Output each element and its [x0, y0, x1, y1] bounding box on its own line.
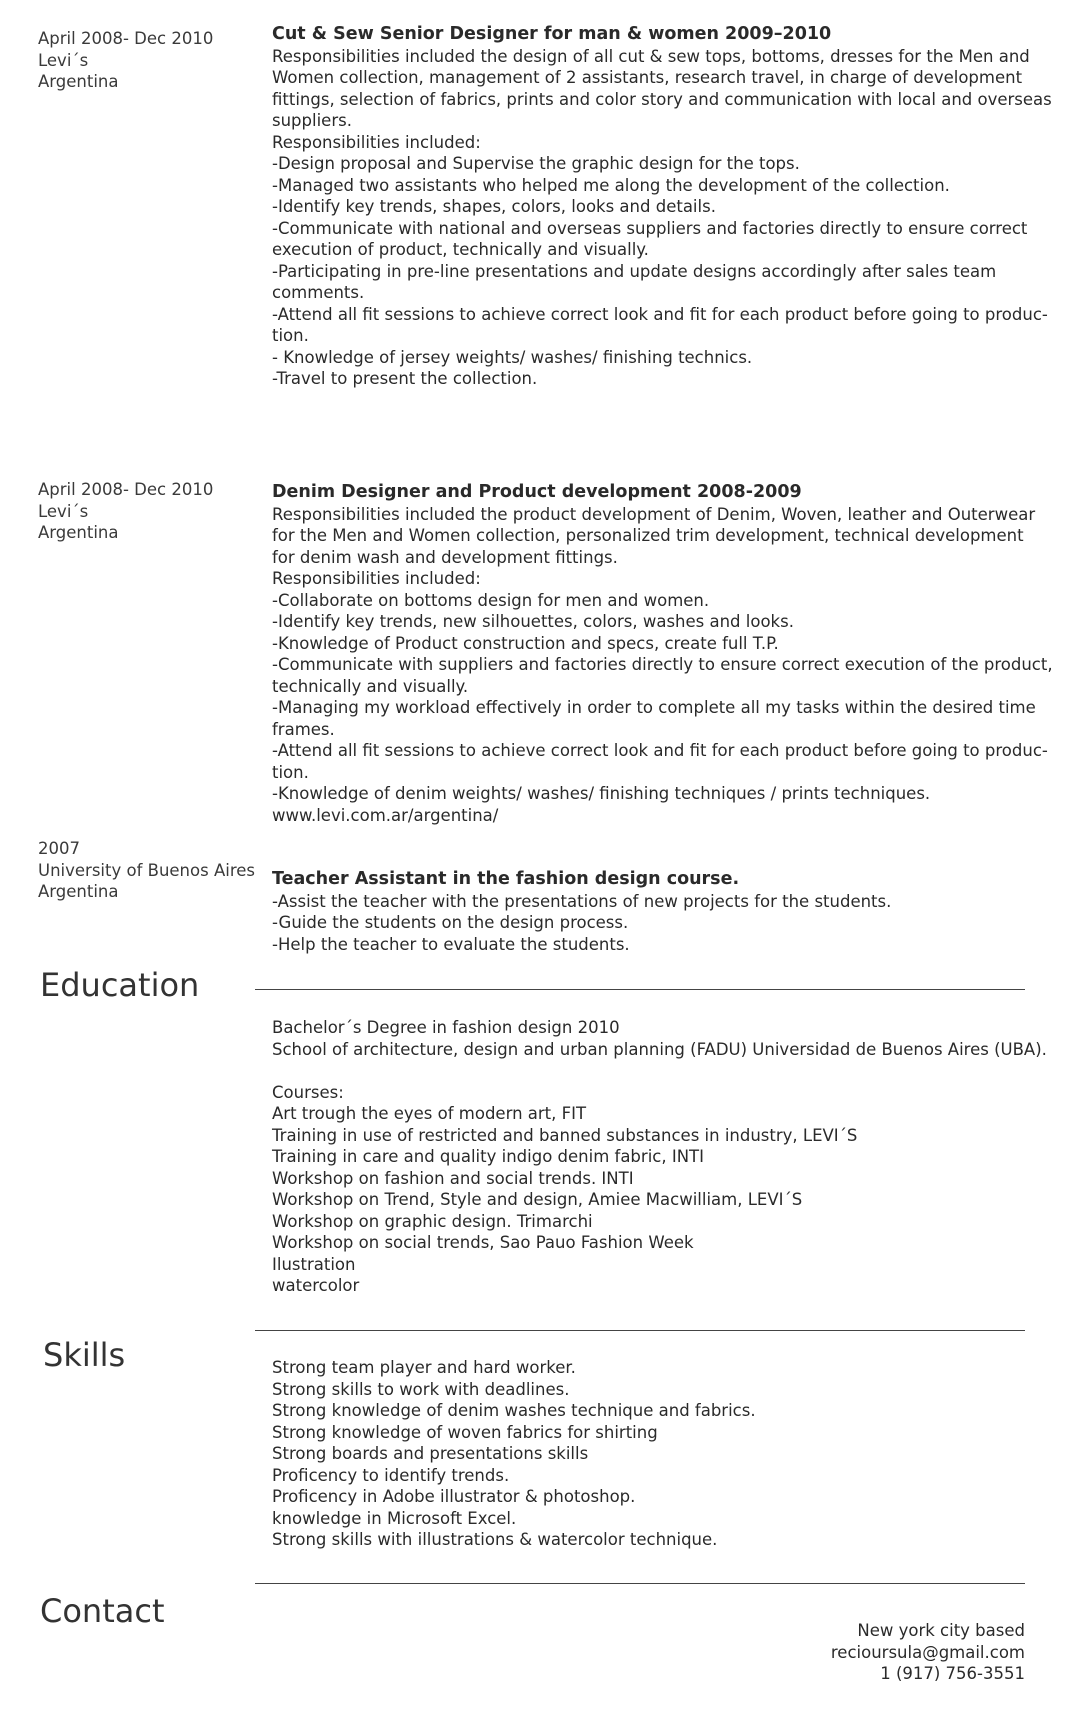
- job-3-meta: [38, 838, 255, 903]
- job-line: -Design proposal and Supervise the graphic design for the tops.: [272, 154, 800, 173]
- job-2-details: [272, 482, 1053, 826]
- course-item: Workshop on fashion and social trends. INTI: [272, 1168, 634, 1188]
- job-title: Denim Designer and Product development 2008-2009: [272, 482, 802, 502]
- job-line: -Assist the teacher with the presentations of new projects for the students.: [272, 891, 892, 911]
- job-line: fittings, selection of fabrics, prints and color story and communication with local and overseas: [272, 89, 1052, 109]
- courses-label: Courses:: [272, 1082, 344, 1102]
- job-line: www.levi.com.ar/argentina/: [272, 805, 499, 825]
- skills-divider: [255, 1330, 1025, 1331]
- job-date: April 2008- Dec 2010: [38, 29, 214, 48]
- skill-item: Strong knowledge of woven fabrics for shirting: [272, 1422, 658, 1442]
- skill-item: Strong knowledge of denim washes technique and fabrics.: [272, 1401, 756, 1420]
- course-item: Workshop on Trend, Style and design, Amiee Macwilliam, LEVI´S: [272, 1190, 803, 1209]
- job-line: tion.: [272, 326, 309, 345]
- contact-heading: Contact: [40, 1592, 165, 1630]
- job-line: Responsibilities included the design of all cut & sew tops, bottoms, dresses for the Men and: [272, 46, 1030, 66]
- contact-phone[interactable]: 1 (917) 756-3551: [880, 1664, 1025, 1683]
- course-item: Training in use of restricted and banned substances in industry, LEVI´S: [272, 1125, 858, 1145]
- job-line: -Identify key trends, shapes, colors, looks and details.: [272, 197, 716, 216]
- job-line: -Help the teacher to evaluate the students.: [272, 934, 630, 954]
- job-location: Argentina: [38, 882, 119, 901]
- job-company: Levi´s: [38, 501, 89, 521]
- job-line: -Travel to present the collection.: [272, 369, 538, 388]
- skill-item: Strong skills with illustrations & watercolor technique.: [272, 1530, 718, 1549]
- education-details: [272, 1017, 1047, 1297]
- job-location: Argentina: [38, 72, 119, 91]
- course-item: watercolor: [272, 1276, 360, 1295]
- course-item: Art trough the eyes of modern art, FIT: [272, 1104, 587, 1123]
- job-line: frames.: [272, 719, 335, 739]
- job-line: -Attend all fit sessions to achieve correct look and fit for each product before going to produc-: [272, 741, 1048, 760]
- job-1-meta: [38, 28, 213, 93]
- job-date: April 2008- Dec 2010: [38, 480, 214, 499]
- job-line: - Knowledge of jersey weights/ washes/ finishing technics.: [272, 347, 753, 367]
- course-item: Workshop on social trends, Sao Pauo Fashion Week: [272, 1233, 694, 1252]
- job-line: Responsibilities included:: [272, 569, 481, 588]
- job-line: Women collection, management of 2 assistants, research travel, in charge of development: [272, 68, 1023, 87]
- contact-email[interactable]: recioursula@gmail.com: [830, 1642, 1025, 1662]
- job-line: -Identify key trends, new silhouettes, colors, washes and looks.: [272, 612, 794, 631]
- job-line: -Guide the students on the design process.: [272, 913, 629, 932]
- job-line: Responsibilities included the product development of Denim, Woven, leather and Outerwear: [272, 504, 1036, 524]
- job-line: -Knowledge of Product construction and specs, create full T.P.: [272, 633, 779, 653]
- course-item: Workshop on graphic design. Trimarchi: [272, 1211, 593, 1231]
- job-location: Argentina: [38, 523, 119, 542]
- skills-heading: Skills: [43, 1336, 126, 1374]
- course-item: Training in care and quality indigo denim fabric, INTI: [272, 1147, 704, 1166]
- education-school: School of architecture, design and urban planning (FADU) Universidad de Buenos Aires (UBA).: [272, 1039, 1047, 1059]
- skill-item: Strong team player and hard worker.: [272, 1358, 576, 1377]
- skill-item: Strong skills to work with deadlines.: [272, 1379, 570, 1399]
- contact-location: New york city based: [857, 1621, 1025, 1640]
- contact-details: [831, 1620, 1025, 1685]
- job-line: for the Men and Women collection, personalized trim development, technical development: [272, 526, 1024, 545]
- job-line: -Communicate with national and overseas suppliers and factories directly to ensure correct: [272, 218, 1028, 238]
- job-line: comments.: [272, 283, 365, 302]
- skill-item: Strong boards and presentations skills: [272, 1444, 589, 1463]
- job-line: for denim wash and development fittings.: [272, 547, 618, 567]
- job-line: -Attend all fit sessions to achieve correct look and fit for each product before going to produc-: [272, 304, 1048, 324]
- job-2-meta: [38, 479, 213, 544]
- job-company: Levi´s: [38, 50, 89, 70]
- job-line: Responsibilities included:: [272, 132, 481, 152]
- skill-item: Proficency to identify trends.: [272, 1465, 510, 1485]
- job-title: Cut & Sew Senior Designer for man & women 2009–2010: [272, 24, 832, 44]
- job-title: Teacher Assistant in the fashion design course.: [272, 869, 740, 889]
- job-line: -Participating in pre-line presentations and update designs accordingly after sales team: [272, 261, 997, 281]
- course-item: Ilustration: [272, 1254, 356, 1274]
- education-heading: Education: [40, 966, 200, 1004]
- skills-list: [272, 1357, 756, 1551]
- job-3-details: [272, 869, 891, 955]
- job-date: 2007: [38, 839, 80, 858]
- job-line: -Communicate with suppliers and factories directly to ensure correct execution of the product,: [272, 655, 1053, 674]
- skill-item: Proficency in Adobe illustrator & photoshop.: [272, 1487, 636, 1506]
- job-line: tion.: [272, 762, 309, 782]
- job-line: -Knowledge of denim weights/ washes/ finishing techniques / prints techniques.: [272, 784, 931, 803]
- skill-item: knowledge in Microsoft Excel.: [272, 1508, 517, 1528]
- job-line: -Managing my workload effectively in order to complete all my tasks within the desired time: [272, 698, 1036, 717]
- job-line: -Managed two assistants who helped me along the development of the collection.: [272, 175, 950, 195]
- contact-divider: [255, 1583, 1025, 1584]
- job-line: technically and visually.: [272, 676, 469, 696]
- education-divider: [255, 989, 1025, 990]
- education-degree: Bachelor´s Degree in fashion design 2010: [272, 1018, 620, 1037]
- job-company: University of Buenos Aires: [38, 860, 255, 880]
- job-line: suppliers.: [272, 111, 352, 130]
- job-line: -Collaborate on bottoms design for men and women.: [272, 590, 710, 610]
- job-line: execution of product, technically and visually.: [272, 240, 649, 259]
- job-1-details: [272, 24, 1052, 390]
